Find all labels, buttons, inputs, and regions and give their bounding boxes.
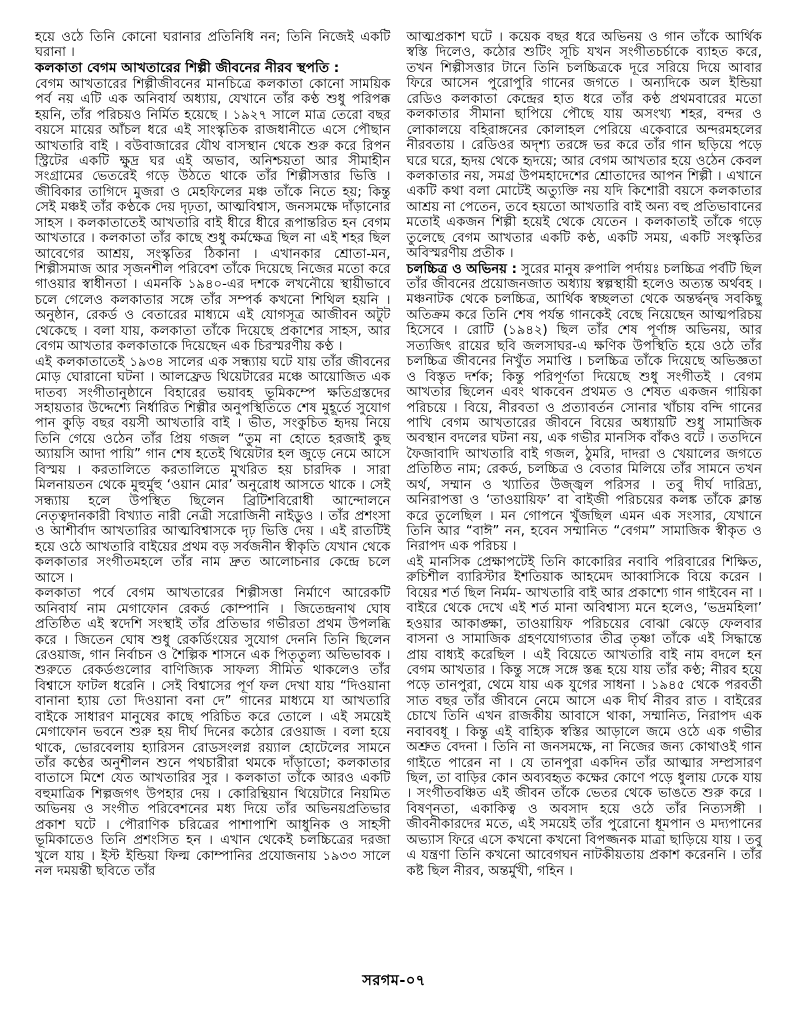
paragraph: কলকাতা পর্বে বেগম আখতারের শিল্পীসত্তা নির্মাণে আরেকটি অনিবার্য নাম মেগাফোন রেকর্ড কোম্পানি । জিতেন্দ্রনাথ ঘোষ প্রতিষ্ঠিত এই স্বদেশি সংস্থাই তাঁর প্রতিভার গভীরতা প্রথম উপলব্ধি করে । জিতেন ঘোষ শুধু রেকর্ডিংয়ের সুযোগ দেননি তিনি ছিলেন রেওয়াজ, গান নির্বাচন ও শৈল্পিক শাসনে এক পিতৃতুল্য অভিভাবক । শুরুতে রেকর্ডগুলোর বাণিজ্যিক সাফল্য সীমিত থাকলেও তাঁর বিশ্বাসে ফাটল ধরেনি । সেই বিশ্বাসের পূর্ণ ফল দেখা যায় “দিওয়ানা বানানা হ্যায় তো দিওয়ানা বনা দে” গানের মাধ্যমে যা আখতারি বাইকে সাধারণ মানুষের কাছে পরিচিত করে তোলে । এই সময়েই মেগাফোন ভবনে শুরু হয় দীর্ঘ দিনের কঠোর রেওয়াজ । বলা হয়ে থাকে, ভোরবেলায় হ্যারিসন রোডসংলগ্ন রয়্যাল হোটেলের সামনে তাঁর কণ্ঠের অনুশীলন শুনে পথচারীরা থমকে দাঁড়াতো; কলকাতার বাতাসে মিশে যেত আখতারির সুর । কলকাতা তাঁকে আরও একটি বহুমাত্রিক শিল্পজগৎ উপহার দেয় । কোরিন্থিয়ান থিয়েটারে নিয়মিত অভিনয় ও সংগীত পরিবেশনের মধ্য দিয়ে তাঁর অভিনয়প্রতিভার প্রকাশ ঘটে । পৌরাণিক চরিত্রের পাশাপাশি আধুনিক ও সাহসী ভূমিকাতেও তিনি প্রশংসিত হন । এখান থেকেই চলচ্চিত্রের দরজা খুলে যায় । ইস্ট ইন্ডিয়া ফিল্ম কোম্পানির প্রযোজনায় ১৯৩৩ সালে নল দময়ন্তী ছবিতে তাঁর [35,586,391,880]
section-heading-kolkata: কলকাতা বেগম আখতারের শিল্পী জীবনের নীরব স্থপতি : [35,59,340,76]
paragraph-text: সুরের মানুষ রুপালি পর্দায়ঃ চলচ্চিত্র পর্বটি ছিল তাঁর জীবনের প্রয়োজনজাত অধ্যায় স্বল্পস্থায়ী হলেও অত্যন্ত অর্থবহ । মঞ্চনাটক থেকে চলচ্চিত্র, আর্থিক স্বচ্ছলতা থেকে অন্তর্দ্বন্দ্ব সবকিছু অতিক্রম করে তিনি শেষ পর্যন্ত গানকেই বেছে নিয়েছেন আত্মপরিচয় হিসেবে । রোটি (১৯৪২) ছিল তাঁর শেষ পূর্ণাঙ্গ অভিনয়, আর সত্যজিৎ রায়ের ছবি জলসাঘর-এ ক্ষণিক উপস্থিতি হয়ে ওঠে তাঁর চলচ্চিত্র জীবনের নিখুঁত সমাপ্তি । চলচ্চিত্র তাঁকে দিয়েছে অভিজ্ঞতা ও বিস্তৃত দর্শক; কিন্তু পরিপূর্ণতা দিয়েছে শুধু সংগীতই । বেগম আখতার ছিলেন এবং থাকবেন প্রথমত ও শেষত একজন গায়িকা পরিচয়ে । বিয়ে, নীরবতা ও প্রত্যাবর্তন সোনার খাঁচায় বন্দি গানের পাখি বেগম আখতারের জীবনে বিয়ের অধ্যায়টি শুধু সামাজিক অবস্থান বদলের ঘটনা নয়, এক গভীর মানসিক বাঁকও বটে । ততদিনে ফৈজাবাদি আখতারি বাই গজল, ঠুমরি, দাদরা ও খেয়ালের জগতে প্রতিষ্ঠিত নাম; রেকর্ড, চলচ্চিত্র ও বেতার মিলিয়ে তাঁর সামনে তখন অর্থ, সম্মান ও খ্যাতির উজ্জ্বল পরিসর । তবু দীর্ঘ দারিদ্র্য, অনিরাপত্তা ও ‘তাওয়ায়িফ’ বা বাইজী পরিচয়ের কলঙ্ক তাঁকে ক্লান্ত করে তুলেছিল । মন গোপনে খুঁজছিল এমন এক সংসার, যেখানে তিনি আর “বাঈ” নন, হবেন সম্মানিত “বেগম” সামাজিক স্বীকৃত ও নিরাপদ এক পরিচয় । [406,261,762,555]
right-column [407,30,763,880]
section-heading-film-acting: চলচ্চিত্র ও অভিনয় : [406,261,517,277]
paragraph: এই কলকাতাতেই ১৯৩৪ সালের এক সন্ধ্যায় ঘটে যায় তাঁর জীবনের মোড় ঘোরানো ঘটনা । আলফ্রেড থিয়েটারের মঞ্চে আয়োজিত এক দাতব্য সংগীতানুষ্ঠানে বিহারের ভয়াবহ ভূমিকম্পে ক্ষতিগ্রস্তদের সহায়তার উদ্দেশ্যে নির্ধারিত শিল্পীর অনুপস্থিতিতে শেষ মুহূর্তে সুযোগ পান কুড়ি বছর বয়সী আখতারি বাই । ভীত, সংকুচিত হৃদয় নিয়ে তিনি গেয়ে ওঠেন তাঁর প্রিয় গজল “তুম না হোতে হরজাই কুছ অ্যায়সি আদা পায়ি” গান শেষ হতেই থিয়েটার হল জুড়ে নেমে আসে বিস্ময় । করতালিতে করতালিতে মুখরিত হয় চারদিক । সারা মিলনায়তন থেকে মুহুর্মুহু ‘ওয়ান মোর’ অনুরোধ আসতে থাকে । সেই সন্ধ্যায় হলে উপস্থিত ছিলেন ব্রিটিশবিরোধী আন্দোলনে নেতৃত্বদানকারী বিখ্যাত নারী নেত্রী সরোজিনী নাইডুও । তাঁর প্রশংসা ও আশীর্বাদ আখতারির আত্মবিশ্বাসকে দৃঢ় ভিত্তি দেয় । এই রাতটিই হয়ে ওঠে আখতারি বাইয়ের প্রথম বড় সর্বজনীন স্বীকৃতি যেখান থেকে কলকাতার সংগীতমহলে তাঁর নাম দ্রুত আলোচনার কেন্দ্রে চলে আসে । [35,354,391,586]
page-number-footer: সরগম-০৭ [362,973,426,989]
left-column [35,30,391,880]
paragraph: এই মানসিক প্রেক্ষাপটেই তিনি কাকোরির নবাবি পরিবারের শিক্ষিত, রুচিশীল ব্যারিস্টার ইশতিয়াক আহমেদ আব্বাসিকে বিয়ে করেন । বিয়ের শর্ত ছিল নির্মম- আখতারি বাই আর প্রকাশ্যে গান গাইবেন না । বাইরে থেকে দেখে এই শর্ত মানা অবিশ্বাস্য মনে হলেও, ‘ভদ্রমহিলা’ হওয়ার আকাঙ্ক্ষা, তাওয়ায়িফ পরিচয়ের বোঝা ঝেড়ে ফেলবার বাসনা ও সামাজিক গ্রহণযোগ্যতার তীব্র তৃষ্ণা তাঁকে এই সিদ্ধান্তে প্রায় বাধ্যই করেছিল । এই বিয়েতে আখতারি বাই নাম বদলে হন বেগম আখতার । কিন্তু সঙ্গে সঙ্গে স্তব্ধ হয়ে যায় তাঁর কণ্ঠ; নীরব হয়ে পড়ে তানপুরা, থেমে যায় এক যুগের সাধনা । ১৯৪৫ থেকে পরবর্তী সাত বছর তাঁর জীবনে নেমে আসে এক দীর্ঘ নীরব রাত । বাইরের চোখে তিনি এখন রাজকীয় আবাসে থাকা, সম্মানিত, নিরাপদ এক নবাববধূ । কিন্তু এই বাহ্যিক স্বস্তির আড়ালে জমে ওঠে এক গভীর অশ্রুত বেদনা । তিনি না জনসমক্ষে, না নিজের জন্য কোথাওই গান গাইতে পারেন না । যে তানপুরা একদিন তাঁর আত্মার সম্প্রসারণ ছিল, তা বাড়ির কোন অব্যবহৃত কক্ষের কোণে পড়ে ধুলায় ঢেকে যায় । সংগীতবঞ্চিত এই জীবন তাঁকে ভেতর থেকে ভাঙতে শুরু করে । বিষণ্নতা, একাকিত্ব ও অবসাদ হয়ে ওঠে তাঁর নিত্যসঙ্গী । জীবনীকারদের মতে, এই সময়েই তাঁর পুরোনো ধূমপান ও মদ্যপানের অভ্যাস ফিরে এসে কখনো কখনো বিপজ্জনক মাত্রা ছাড়িয়ে যায় । তবু এ যন্ত্রণা তিনি কখনো আবেগঘন নাটকীয়তায় প্রকাশ করেননি । তাঁর কষ্ট ছিল নীরব, অন্তর্মুখী, গহিন । [406,554,762,879]
continuation-paragraph: হয়ে ওঠে তিনি কোনো ঘরানার প্রতিনিধি নন; তিনি নিজেই একটি ঘরানা । [35,30,391,61]
paragraph: আত্মপ্রকাশ ঘটে । কয়েক বছর ধরে অভিনয় ও গান তাঁকে আর্থিক স্বস্তি দিলেও, কঠোর শুটিং সূচি যখন সংগীতচর্চাকে ব্যাহত করে, তখন শিল্পীসত্তার টানে তিনি চলচ্চিত্রকে দূরে সরিয়ে দিয়ে আবার ফিরে আসেন পুরোপুরি গানের জগতে । অন্যদিকে অল ইন্ডিয়া রেডিও কলকাতা কেন্দ্রের হাত ধরে তাঁর কণ্ঠ প্রথমবারের মতো কলকাতার সীমানা ছাপিয়ে পৌছে যায় অসংখ্য শহর, বন্দর ও লোকালয়ে বহিরাঙ্গনের কোলাহল পেরিয়ে একেবারে অন্দরমহলের নীরবতায় । রেডিওর অদৃশ্য তরঙ্গে ভর করে তাঁর গান ছড়িয়ে পড়ে ঘরে ঘরে, হৃদয় থেকে হৃদয়ে; আর বেগম আখতার হয়ে ওঠেন কেবল কলকাতার নয়, সমগ্র উপমহাদেশের শ্রোতাদের আপন শিল্পী । এখানে একটি কথা বলা মোটেই অত্যুক্তি নয় যদি কিশোরী বয়সে কলকাতার আশ্রয় না পেতেন, তবে হয়তো আখতারি বাই অন্য বহু প্রতিভাবানের মতোই একজন শিল্পী হয়েই থেকে যেতেন । কলকাতাই তাঁকে গড়ে তুলেছে বেগম আখতার একটি কণ্ঠ, একটি সময়, একটি সংস্কৃতির অবিস্মরণীয় প্রতীক । [406,30,762,262]
paragraph-with-inline-heading [407,262,763,555]
paragraph: বেগম আখতারের শিল্পীজীবনের মানচিত্রে কলকাতা কোনো সাময়িক পর্ব নয় এটি এক অনিবার্য অধ্যায়, যেখানে তাঁর কণ্ঠ শুধু পরিপক্ক হয়নি, তাঁর পরিচয়ও নির্মিত হয়েছে । ১৯২৭ সালে মাত্র তেরো বছর বয়সে মায়ের আঁচল ধরে এই সাংস্কৃতিক রাজধানীতে এসে পৌছান আখতারি বাই । বউবাজারের যৌথ বাসস্থান থেকে শুরু করে রিপন স্ট্রিটের একটি ক্ষুদ্র ঘর এই অভাব, অনিশ্চয়তা আর সীমাহীন সংগ্রামের ভেতরেই গড়ে উঠতে থাকে তাঁর শিল্পীসত্তার ভিত্তি । জীবিকার তাগিদে মুজরা ও মেহফিলের মঞ্চ তাঁকে নিতে হয়; কিন্তু সেই মঞ্চই তাঁর কণ্ঠকে দেয় দৃঢ়তা, আত্মবিশ্বাস, জনসমক্ষে দাঁড়ানোর সাহস । কলকাতাতেই আখতারি বাই ধীরে ধীরে রূপান্তরিত হন বেগম আখতারে । কলকাতা তাঁর কাছে শুধু কর্মক্ষেত্র ছিল না এই শহর ছিল আবেগের আশ্রয়, সংস্কৃতির ঠিকানা । এখানকার শ্রোতা-মন, শিল্পীসমাজ আর সৃজনশীল পরিবেশ তাঁকে দিয়েছে নিজের মতো করে গাওয়ার স্বাধীনতা । এমনকি ১৯৪০-এর দশকে লখনৌয়ে স্থায়ীভাবে চলে গেলেও কলকাতার সঙ্গে তাঁর সম্পর্ক কখনো শিথিল হয়নি । অনুষ্ঠান, রেকর্ড ও বেতারের মাধ্যমে এই যোগসূত্র আজীবন অটুট থেকেছে । বলা যায়, কলকাতা তাঁকে দিয়েছে প্রকাশের সাহস, আর বেগম আখতার কলকাতাকে দিয়েছেন এক চিরস্মরণীয় কণ্ঠ । [35,76,391,355]
